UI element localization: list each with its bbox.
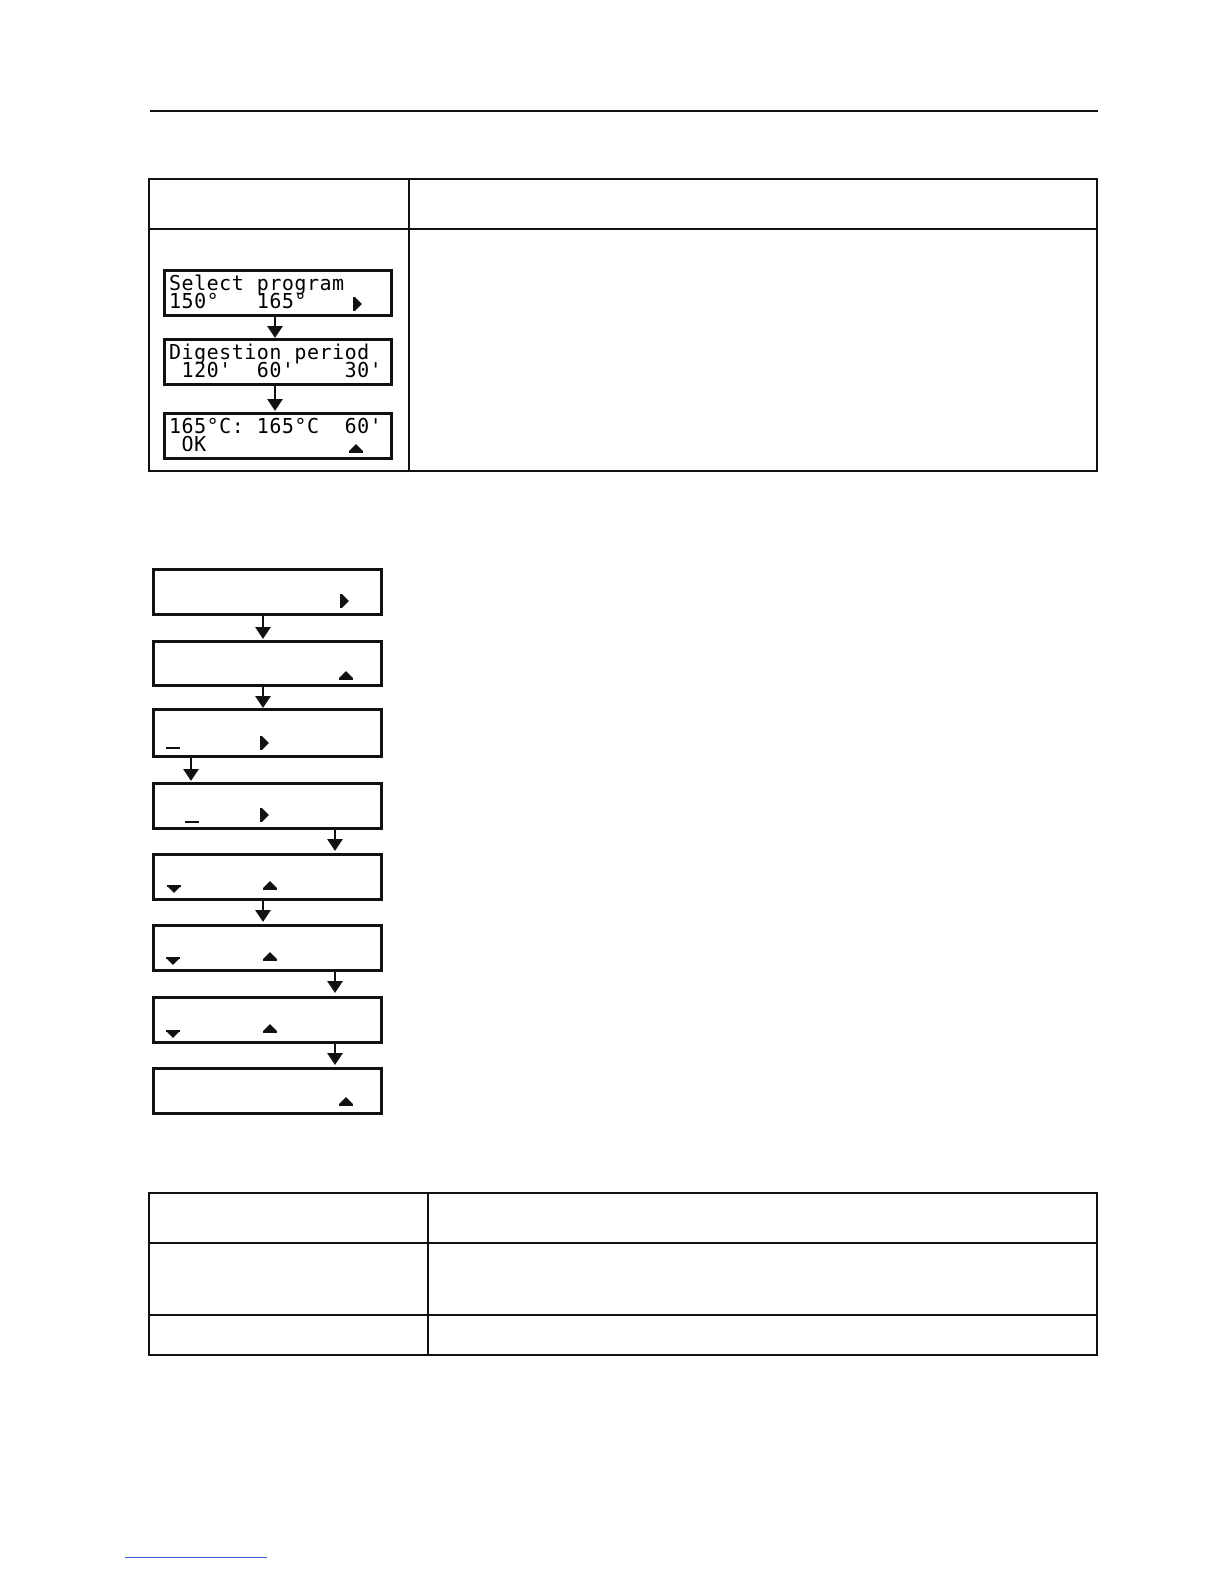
table1-header-cell-left [149,179,409,229]
lcd-step-7 [152,996,383,1044]
table1-description-cell [409,229,1097,471]
table2-header-cell-left [149,1193,428,1243]
lcd-line-1: 165°C: 165°C 60' [169,414,383,438]
header-rule [150,110,1098,112]
lcd-line-2: 120' 60' 30' [169,358,383,382]
triangle-up-icon [339,671,353,678]
lcd-step-4 [152,782,383,830]
table2-header-cell-right [428,1193,1097,1243]
triangle-up-icon [349,444,363,451]
lcd-line-2: 150° 165° [169,289,307,313]
lcd-step-1 [152,568,383,616]
lcd-digestion-period [163,338,393,386]
table2-row1-cell-left [149,1243,428,1315]
lcd-step-2 [152,640,383,687]
triangle-right-icon [342,594,349,608]
lcd-step-6 [152,924,383,972]
triangle-down-icon [167,959,179,965]
lcd-step-5 [152,853,383,901]
instruction-table-2 [148,1192,1098,1356]
triangle-up-icon [263,881,277,888]
lcd-line-1: Digestion period [169,340,370,364]
lcd-select-program [163,269,393,317]
lcd-line-2: OK [169,432,207,456]
triangle-down-icon [167,1032,179,1038]
table2-row2-cell-left [149,1315,428,1355]
table1-header-cell-right [409,179,1097,229]
lcd-step-8 [152,1067,383,1115]
lcd-line-1: Select program [169,271,345,295]
triangle-down-icon [168,887,180,893]
underscore-cursor-icon [185,821,199,823]
triangle-up-icon [263,952,277,959]
triangle-right-icon [262,808,269,822]
triangle-right-icon [262,736,269,750]
triangle-up-icon [263,1024,277,1031]
lcd-confirm [163,412,393,460]
triangle-right-icon [355,297,362,311]
table2-row1-cell-right [428,1243,1097,1315]
triangle-up-icon [339,1097,353,1104]
underscore-cursor-icon [166,747,180,749]
lcd-step-3 [152,708,383,758]
footer-link-underline [125,1557,267,1558]
table2-row2-cell-right [428,1315,1097,1355]
